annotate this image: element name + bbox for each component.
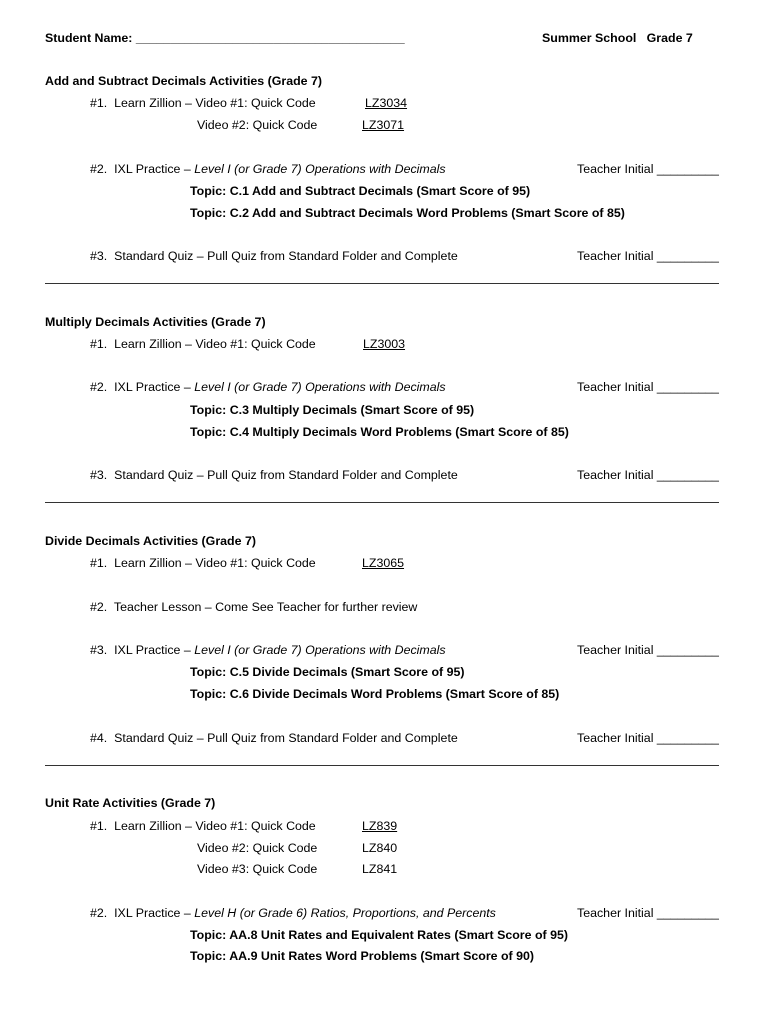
teacher-lesson-item: #2. Teacher Lesson – Come See Teacher for further review (90, 600, 418, 614)
quick-code-link[interactable]: LZ3065 (362, 556, 405, 570)
section-divider (45, 502, 719, 503)
section-title-unit-rate: Unit Rate Activities (Grade 7) (45, 796, 216, 810)
video-1-label: #1. Learn Zillion – Video #1: Quick Code (90, 556, 316, 570)
video-2-label: Video #2: Quick Code (197, 118, 318, 132)
teacher-initial-field[interactable]: Teacher Initial _________ (577, 468, 719, 482)
student-name-line[interactable]: Student Name: _______________________________________ (45, 31, 405, 45)
ixl-topic: Topic: AA.9 Unit Rates Word Problems (Smart Score of 90) (190, 949, 535, 963)
video-1-label: #1. Learn Zillion – Video #1: Quick Code (90, 96, 316, 110)
quick-code-link[interactable]: LZ839 (362, 819, 398, 833)
section-divider (45, 283, 719, 284)
ixl-topic: Topic: C.4 Multiply Decimals Word Problems (Smart Score of 85) (190, 425, 569, 439)
standard-quiz-item: #4. Standard Quiz – Pull Quiz from Standard Folder and Complete (90, 731, 458, 745)
section-divider (45, 765, 719, 766)
ixl-prefix: #2. IXL Practice – (90, 380, 195, 394)
quick-code-text: LZ841 (362, 862, 398, 876)
ixl-topic: Topic: C.1 Add and Subtract Decimals (Smart Score of 95) (190, 184, 531, 198)
standard-quiz-item: #3. Standard Quiz – Pull Quiz from Standard Folder and Complete (90, 468, 458, 482)
teacher-initial-field[interactable]: Teacher Initial _________ (577, 249, 719, 263)
ixl-topic: Topic: AA.8 Unit Rates and Equivalent Rates (Smart Score of 95) (190, 928, 568, 942)
quick-code-link[interactable]: LZ3003 (363, 337, 406, 351)
ixl-practice-item (90, 907, 496, 919)
teacher-initial-field[interactable]: Teacher Initial _________ (577, 380, 719, 394)
ixl-prefix: #2. IXL Practice – (90, 906, 195, 920)
quick-code-text: LZ840 (362, 841, 398, 855)
ixl-level: Level H (or Grade 6) Ratios, Proportions, and Percents (194, 906, 496, 920)
teacher-initial-field[interactable]: Teacher Initial _________ (577, 162, 719, 176)
ixl-prefix: #3. IXL Practice – (90, 643, 195, 657)
ixl-topic: Topic: C.5 Divide Decimals (Smart Score of 95) (190, 665, 465, 679)
standard-quiz-item: #3. Standard Quiz – Pull Quiz from Standard Folder and Complete (90, 249, 458, 263)
ixl-practice-item (90, 163, 446, 175)
quick-code-link[interactable]: LZ3071 (362, 118, 405, 132)
video-1-label: #1. Learn Zillion – Video #1: Quick Code (90, 819, 316, 833)
ixl-level: Level I (or Grade 7) Operations with Decimals (194, 380, 446, 394)
ixl-topic: Topic: C.2 Add and Subtract Decimals Word Problems (Smart Score of 85) (190, 206, 625, 220)
school-grade-label: Summer School Grade 7 (542, 31, 693, 45)
quick-code-link[interactable]: LZ3034 (365, 96, 408, 110)
ixl-level: Level I (or Grade 7) Operations with Decimals (194, 643, 446, 657)
video-3-label: Video #3: Quick Code (197, 862, 318, 876)
ixl-prefix: #2. IXL Practice – (90, 162, 195, 176)
ixl-topic: Topic: C.3 Multiply Decimals (Smart Score of 95) (190, 403, 475, 417)
ixl-practice-item (90, 381, 446, 393)
ixl-topic: Topic: C.6 Divide Decimals Word Problems (Smart Score of 85) (190, 687, 560, 701)
teacher-initial-field[interactable]: Teacher Initial _________ (577, 906, 719, 920)
section-title-multiply: Multiply Decimals Activities (Grade 7) (45, 315, 266, 329)
section-title-divide: Divide Decimals Activities (Grade 7) (45, 534, 256, 548)
video-2-label: Video #2: Quick Code (197, 841, 318, 855)
ixl-practice-item (90, 644, 446, 656)
teacher-initial-field[interactable]: Teacher Initial _________ (577, 731, 719, 745)
section-title-add-subtract: Add and Subtract Decimals Activities (Grade 7) (45, 74, 323, 88)
teacher-initial-field[interactable]: Teacher Initial _________ (577, 643, 719, 657)
video-1-label: #1. Learn Zillion – Video #1: Quick Code (90, 337, 316, 351)
ixl-level: Level I (or Grade 7) Operations with Decimals (194, 162, 446, 176)
